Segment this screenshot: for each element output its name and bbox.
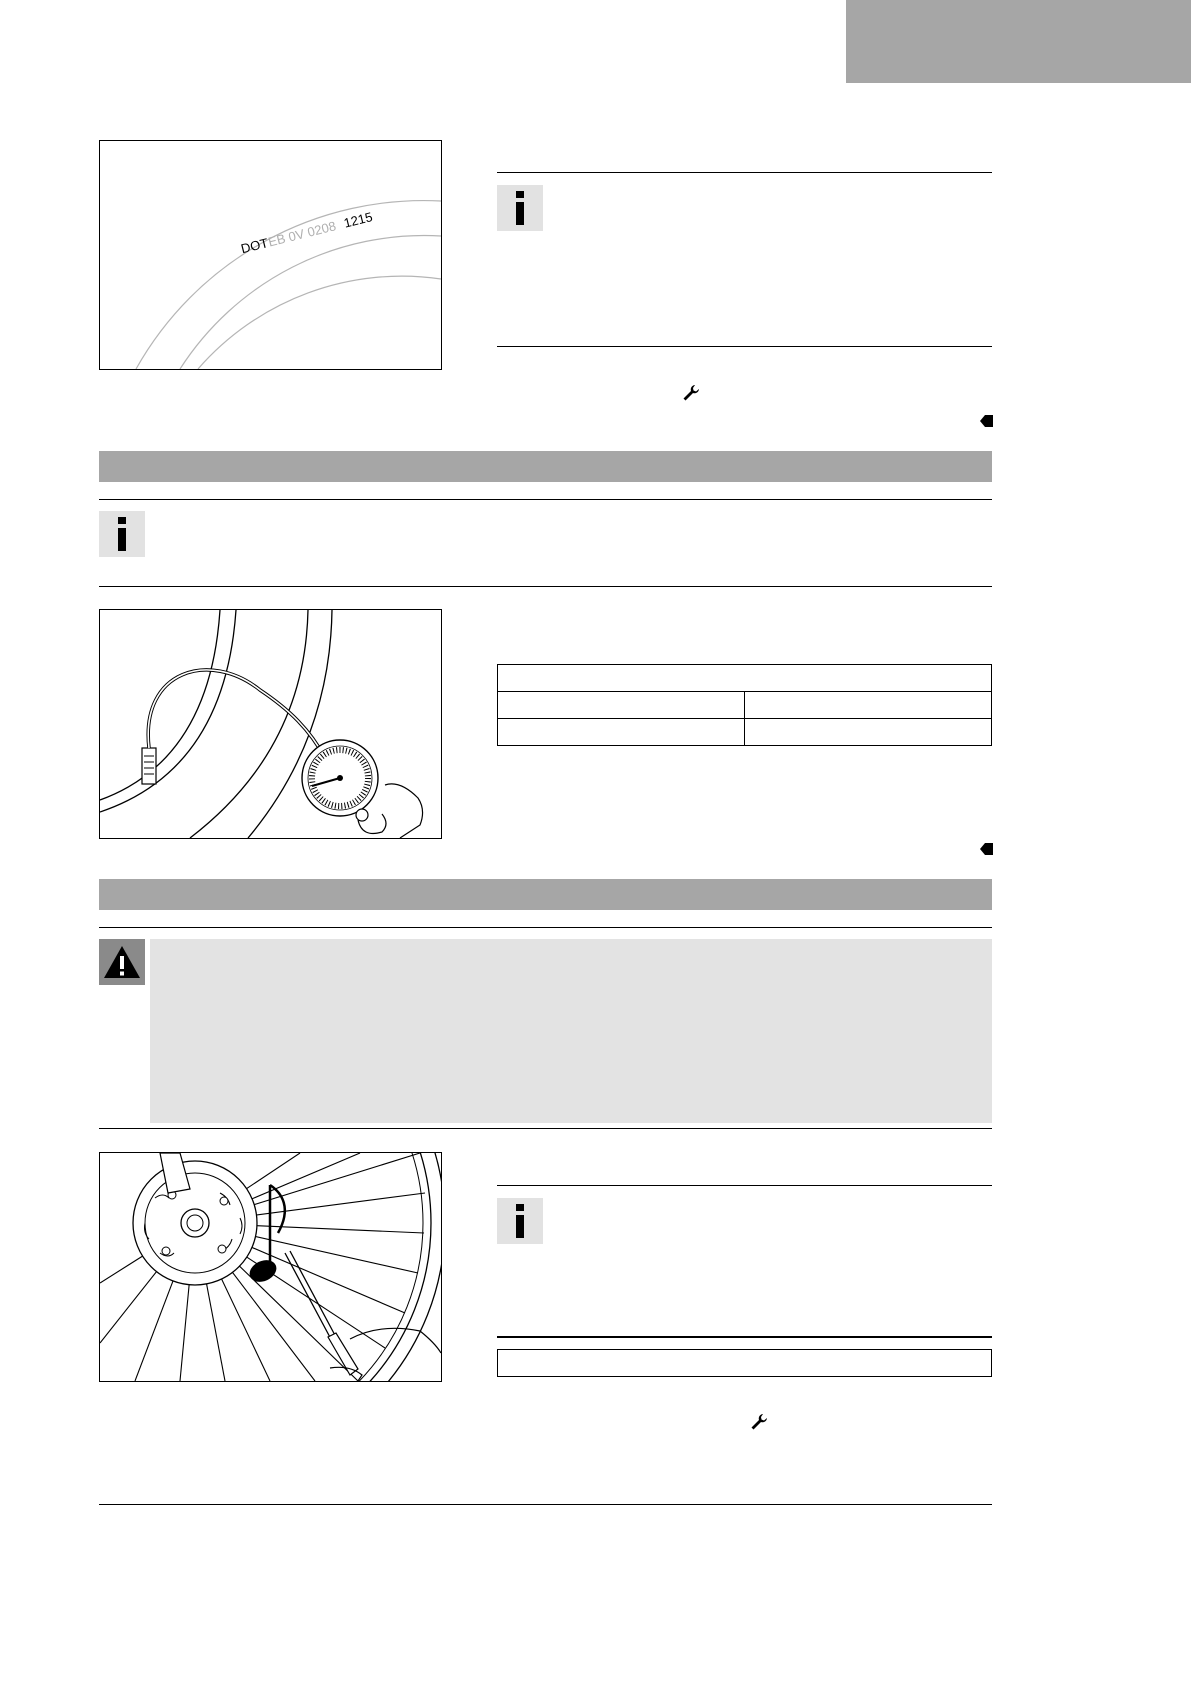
pressure-spec-table	[497, 664, 992, 746]
dot-prefix: DOT	[239, 235, 270, 257]
pressure-gauge-illustration	[100, 610, 441, 838]
tire-dot-figure	[99, 140, 442, 370]
wrench-icon	[750, 1413, 768, 1431]
info-icon	[497, 185, 543, 231]
info-box-bottom-rule	[497, 1336, 992, 1338]
table-cell	[498, 665, 992, 692]
page-footer-rule	[99, 1504, 992, 1505]
table-cell	[745, 692, 992, 719]
info-box-top-rule	[497, 1185, 992, 1186]
end-mark-icon	[980, 842, 993, 854]
table-row	[498, 692, 992, 719]
info-box-top-rule	[99, 499, 992, 500]
info-box-bottom-rule	[99, 586, 992, 587]
table-cell	[498, 692, 745, 719]
table-cell	[498, 719, 745, 746]
table-row	[498, 719, 992, 746]
info-icon	[497, 1198, 543, 1244]
guideline-box	[497, 1349, 992, 1377]
table-row	[498, 665, 992, 692]
chapter-tab	[846, 0, 1191, 83]
warning-triangle-icon	[99, 939, 145, 985]
wrench-icon	[682, 384, 700, 402]
section-heading-bar	[99, 451, 992, 482]
tire-dot-illustration	[100, 141, 441, 369]
dot-code: EB 0V 0208	[266, 218, 338, 250]
end-mark-icon	[980, 414, 993, 426]
info-box-top-rule	[497, 172, 992, 173]
warning-panel	[150, 939, 992, 1123]
warning-top-rule	[99, 927, 992, 928]
tire-pressure-figure	[99, 609, 442, 839]
section-heading-bar	[99, 879, 992, 910]
info-icon	[99, 511, 145, 557]
warning-bottom-rule	[99, 1128, 992, 1129]
dot-date: 1215	[342, 209, 374, 231]
info-box-bottom-rule	[497, 346, 992, 347]
wheel-spokes-illustration	[100, 1153, 441, 1381]
spoke-tension-figure	[99, 1152, 442, 1382]
table-cell	[745, 719, 992, 746]
